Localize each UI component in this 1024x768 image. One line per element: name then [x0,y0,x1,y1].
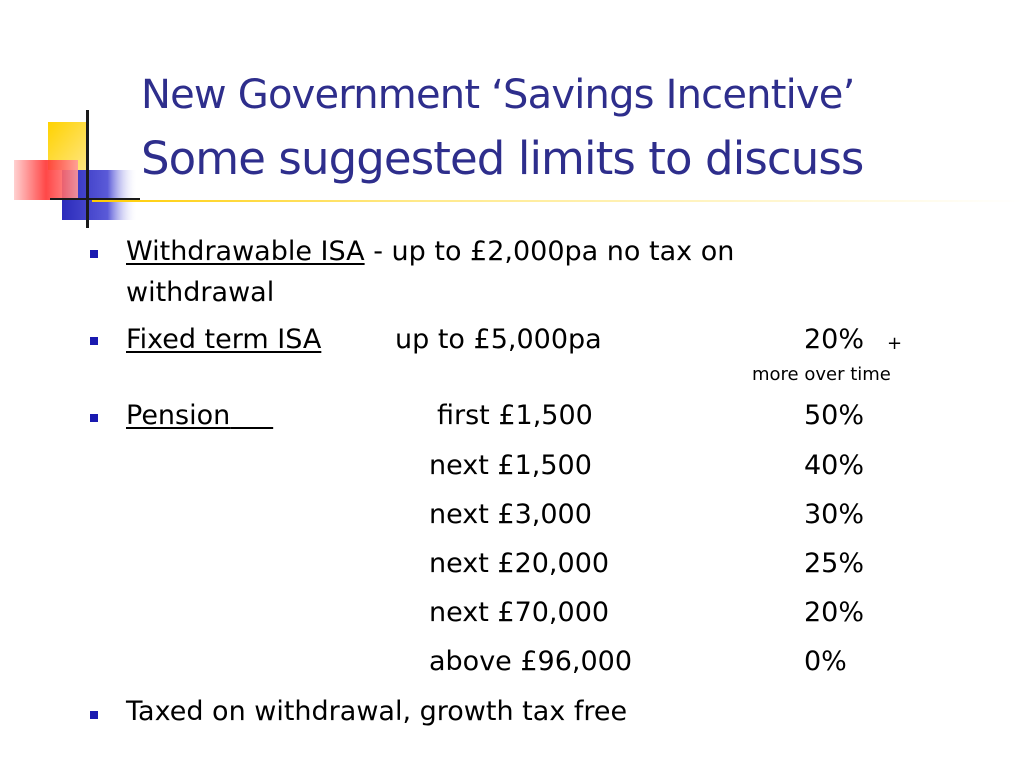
fixed-term-isa-plus: + [887,333,903,354]
pension-label-wrap [126,402,273,429]
pension-rate-4: 25% [804,548,865,579]
pension-rate-2: 40% [804,450,865,481]
pension-label: Pension [126,400,231,431]
pension-rate-5: 20% [804,597,865,628]
pension-band-6: above £96,000 [429,646,633,677]
pension-band-1: first £1,500 [437,400,593,431]
slide-title-line-1: New Government ‘Savings Incentive’ [141,72,855,118]
fixed-term-isa-rate: 20% [804,324,865,355]
fixed-term-isa-note: more over time [752,364,891,385]
slide-title-line-2: Some suggested limits to discuss [141,132,864,185]
pension-band-2: next £1,500 [429,450,592,481]
withdrawable-isa-label: Withdrawable ISA [126,236,365,267]
withdrawable-isa-text: - up to £2,000pa no tax on [364,236,735,267]
withdrawable-isa-line [126,238,734,265]
bullet-square-icon [90,711,98,719]
pension-band-3: next £3,000 [429,499,592,530]
bullet-square-icon [90,337,98,345]
bullet-square-icon [90,250,98,258]
pension-rate-6: 0% [804,646,847,677]
fixed-term-isa-amount: up to £5,000pa [395,324,602,355]
pension-band-4: next £20,000 [429,548,610,579]
pension-rate-1: 50% [804,400,865,431]
decorative-squares-logo [0,0,160,240]
taxed-on-withdrawal-text: Taxed on withdrawal, growth tax free [126,696,628,727]
pension-rate-3: 30% [804,499,865,530]
withdrawable-isa-text-continued: withdrawal [126,277,275,308]
fixed-term-isa-label: Fixed term ISA [126,324,322,355]
pension-band-5: next £70,000 [429,597,610,628]
bullet-square-icon [90,414,98,422]
title-divider [92,200,1022,202]
